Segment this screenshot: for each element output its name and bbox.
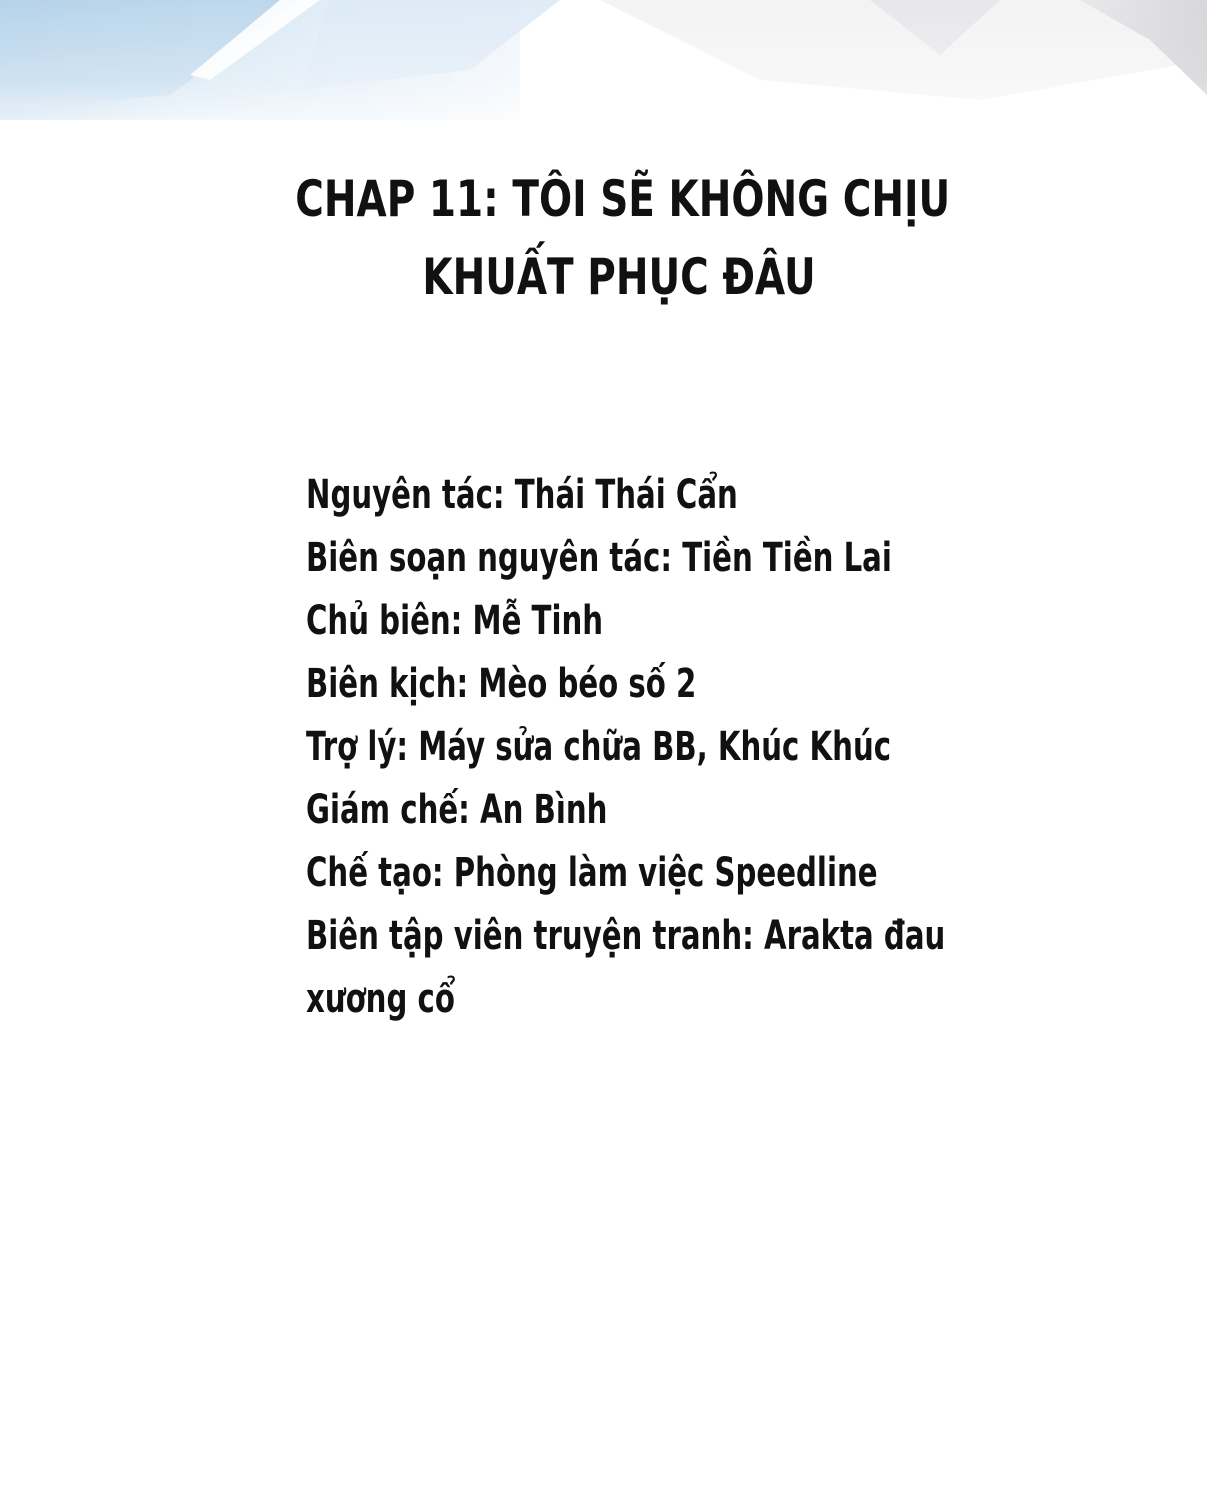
- credit-chief-editor: Chủ biên: Mễ Tinh: [306, 598, 604, 644]
- credit-production: Chế tạo: Phòng làm việc Speedline: [306, 850, 878, 896]
- chapter-title-line-1: CHAP 11: TÔI SẼ KHÔNG CHỊU: [295, 170, 951, 228]
- chapter-title: [295, 160, 951, 316]
- credit-original-author: Nguyên tác: Thái Thái Cẩn: [306, 472, 738, 518]
- credit-scriptwriter: Biên kịch: Mèo béo số 2: [306, 661, 697, 707]
- top-illustration-fragment: [0, 0, 1207, 150]
- credit-comic-editor-continued: xương cổ: [306, 976, 455, 1022]
- credit-comic-editor: Biên tập viên truyện tranh: Arakta đau: [306, 913, 946, 959]
- chapter-title-line-2: KHUẤT PHỤC ĐÂU: [422, 248, 816, 306]
- credits-list: [306, 464, 963, 1031]
- credit-original-adaptation: Biên soạn nguyên tác: Tiền Tiền Lai: [306, 535, 892, 581]
- credit-supervisor: Giám chế: An Bình: [306, 787, 608, 833]
- credit-assistants: Trợ lý: Máy sửa chữa BB, Khúc Khúc: [306, 724, 892, 770]
